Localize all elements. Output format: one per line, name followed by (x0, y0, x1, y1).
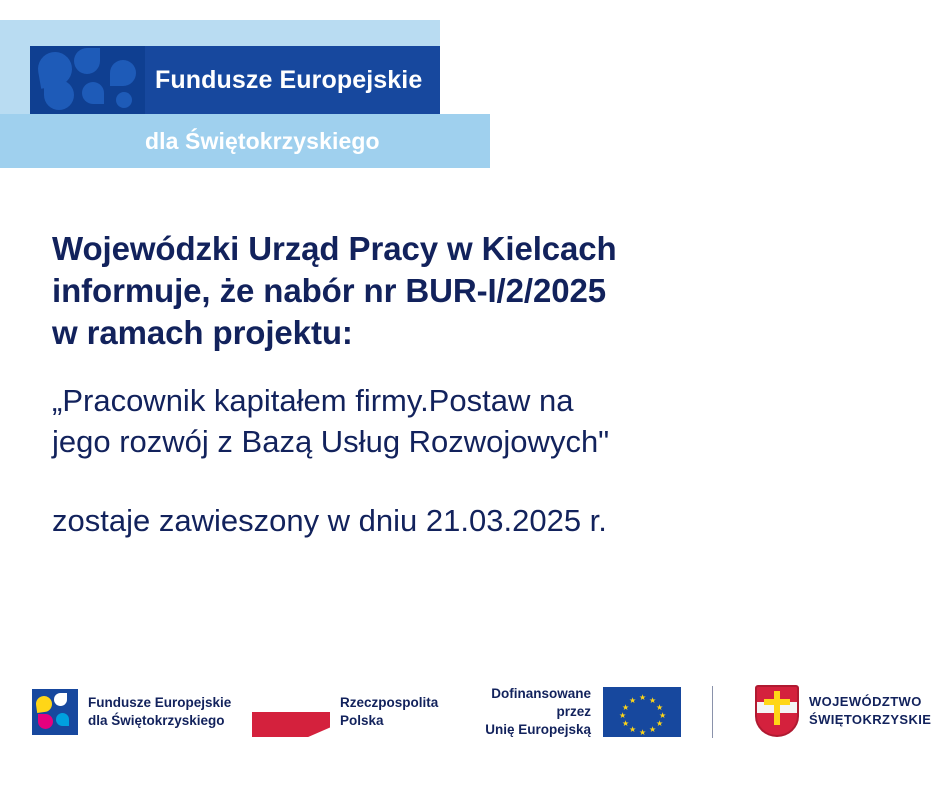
announcement-content (52, 228, 852, 541)
footer-eu-text (455, 685, 591, 740)
fundusze-europejskie-logo-icon (32, 689, 78, 735)
footer-poland-line-1: Rzeczpospolita (340, 694, 439, 710)
footer-fundusze-europejskie-logo (32, 684, 232, 740)
quote-line-1: „Pracownik kapitałem firmy.Postaw na (52, 382, 574, 418)
footer-eu-line-1: Dofinansowane przez (491, 685, 591, 719)
headline-line-2: informuje, że nabór nr BUR-I/2/2025 (52, 272, 606, 310)
european-union-flag-icon: ★ ★ ★ ★ ★ ★ ★ ★ ★ ★ ★ ★ (603, 687, 681, 737)
announcement-headline (52, 228, 852, 355)
footer-eu-logo (455, 686, 695, 738)
footer-fe-text (88, 694, 231, 730)
footer-fe-line-1: Fundusze Europejskie (88, 694, 232, 710)
headline-line-1: Wojewódzki Urząd Pracy w Kielcach (52, 230, 617, 267)
footer-eu-line-2: Unię Europejską (485, 722, 591, 738)
project-title-quote (52, 381, 852, 463)
footer-voivodeship-text (809, 693, 931, 728)
eu-stars-icon (30, 46, 145, 114)
headline-line-3: w ramach projektu: (52, 314, 353, 352)
banner-subtitle: dla Świętokrzyskiego (145, 128, 380, 154)
quote-line-2: jego rozwój z Bazą Usług Rozwojowych" (52, 423, 610, 459)
footer-divider (712, 686, 713, 738)
suspension-statement: zostaje zawieszony w dniu 21.03.2025 r. (52, 502, 607, 538)
footer-voivodeship-logo (755, 682, 932, 740)
footer-poland-text (340, 694, 438, 730)
footer-fe-line-2: dla Świętokrzyskiego (88, 713, 225, 728)
footer-logo-strip (0, 670, 940, 788)
banner-title: Fundusze Europejskie (155, 66, 423, 94)
footer-voivodeship-line-2: ŚWIĘTOKRZYSKIE (809, 712, 932, 727)
fundusze-europejskie-banner (0, 20, 490, 168)
footer-poland-line-2: Polska (340, 713, 384, 728)
footer-voivodeship-line-1: WOJEWÓDZTWO (809, 694, 922, 710)
footer-poland-logo (252, 686, 439, 738)
polish-flag-icon (252, 687, 330, 737)
swietokrzyskie-coat-of-arms-icon (755, 685, 799, 737)
